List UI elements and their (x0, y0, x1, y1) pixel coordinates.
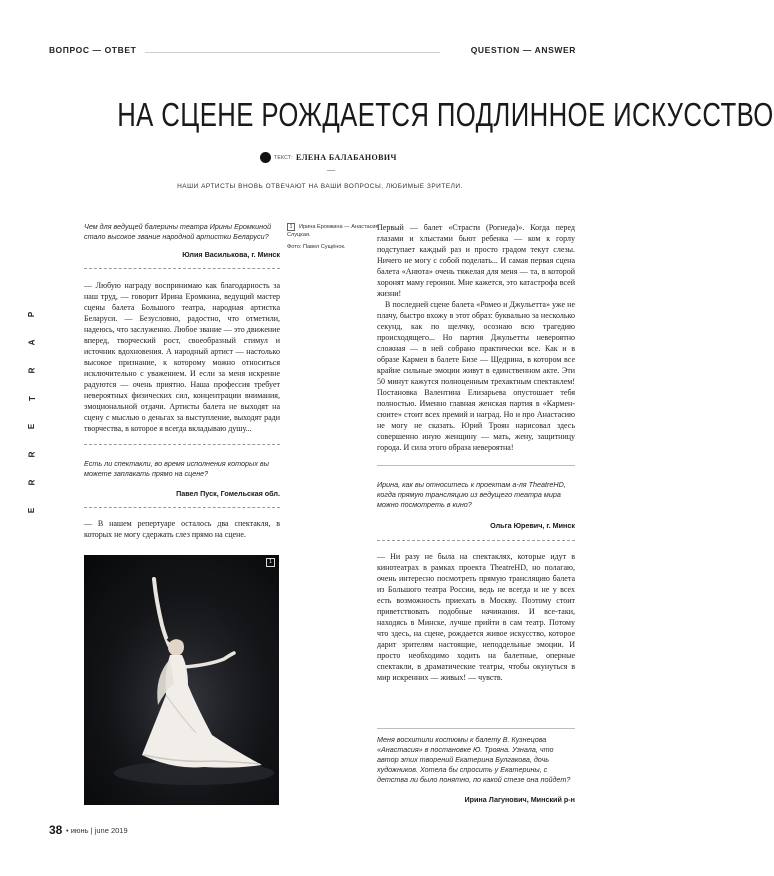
photo-caption (287, 223, 379, 251)
question-4: Меня восхитили костюмы к балету В. Кузнецова «Анастасия» в постановке Ю. Трояна. Узнала, что автор этих творений Екатерина Булгакова, дочь художников. Хотела бы спросить у Екатерины, с детства ли было понятно, по какой стезе она пойдет? (377, 735, 571, 784)
answer-1: — Любую награду воспринимаю как благодарность за наш труд, — говорит Ирина Еромкина, ведущий мастер сцены балета Большого театра, народная артистка Беларуси. — Безусловно, радостно, что отметили, надеюсь, что заслуженно. Любое звание — это движение вперед, творческий рост, своеобразный стимул и источник вдохновения. А народный артист — настолько высокое признание, к которому можно относиться исключительно с уважением. И если за меня искренне радуются — очень приятно. Наша профессия требует невероятных физических сил, концентрации внимания, эмоциональной отдачи. Артисты балета не выходят на сцену с мыслью о деньгах за выступление, выходят ради творчества, в которое я всегда вкладываю душу... (84, 281, 280, 433)
question-3-signature: Ольга Юревич, г. Минск (490, 521, 575, 530)
question-2-signature: Павел Пуск, Гомельская обл. (176, 489, 280, 498)
photo-credit: Фото: Павел Сущёнок. (287, 244, 346, 250)
article-subtitle: НАШИ АРТИСТЫ ВНОВЬ ОТВЕЧАЮТ НА ВАШИ ВОПРОСЫ, ЛЮБИМЫЕ ЗРИТЕЛИ. (177, 183, 463, 190)
divider (377, 540, 575, 541)
header-rule (145, 52, 440, 53)
divider (84, 268, 280, 269)
side-letter: T (27, 396, 37, 401)
byline-label: ТЕКСТ: (274, 154, 293, 161)
left-column (84, 222, 280, 540)
answer-2: — В нашем репертуаре осталось два спектакля, в которых не могу сдержать слез прямо на сцене. (84, 519, 280, 539)
byline (260, 152, 397, 163)
section-header-right: QUESTION — ANSWER (470, 45, 576, 55)
side-vertical-label (27, 310, 37, 515)
byline-mark-icon (260, 152, 271, 163)
question-3: Ирина, как вы относитесь к проектам а-ля TheatreHD, когда прямую трансляцию из ведущего театра мира можно посмотреть в кино? (377, 480, 566, 509)
question-1: Чем для ведущей балерины театра Ирины Еромкиной стало высокое звание народной артистки Беларуси? (84, 222, 272, 241)
side-letter: R (27, 451, 37, 458)
side-letter: E (27, 507, 37, 514)
divider (377, 728, 575, 729)
divider (377, 465, 575, 466)
ballet-photo (84, 555, 279, 805)
question-4-box (377, 728, 575, 804)
photo-number-badge: 1 (266, 558, 275, 567)
answer-3: — Ни разу не была на спектаклях, которые идут в кинотеатрах в рамках проекта TheatreHD, но полагаю, очень интересно посмотреть прямую трансляцию балета из Большого театра России, ведь не всегда и не у всех есть возможность приехать в Москву. Поэтому стоит приветствовать подобные начинания. И все-таки, находясь в Минске, лучше прийти в сам театр. Потому что здесь, на сцене, рождается живое искусство, которое дарит зрителям настоящие, неподдельные эмоции. И просто необходимо ходить на балетные, оперные спектакли, в драматические театры, чтобы окунуться в мир искренних — живых! — чувств. (377, 552, 575, 682)
caption-number: 1 (287, 223, 295, 231)
answer-2-continued-2: В последней сцене балета «Ромео и Джульетта» уже не плачу, быстро вхожу в этот образ: буквально за несколько секунд, как по щелчку, осознаю всю трагедию происходящего... Но партия Джульетты невероятно сложная — в ней собрано практически все. Как и в образе Кармен в балете Бизе — Щедрина, в котором все крайне сильные эмоции живут в единственном акте. Эти 50 минут кажутся полноценным трехактным спектаклем! Постановка Валентина Елизарьева опустошает тебя полностью. Именно главная женская партия в «Кармен-сюите» стоит всех премий и наград. Но и про Анастасию не могу не сказать. Юрий Троян нарисовал здесь совершенно иную женщину — мать, жену, защитницу города. И сила этого образа невероятна! (377, 300, 575, 452)
section-header-left: ВОПРОС — ОТВЕТ (49, 45, 137, 55)
ballerina-illustration (84, 555, 279, 805)
divider (84, 444, 280, 445)
side-letter: R (27, 479, 37, 486)
question-4-signature: Ирина Лагунович, Минский р-н (464, 795, 575, 804)
side-letter: E (27, 423, 37, 430)
byline-dash: — (327, 165, 335, 174)
question-2: Есть ли спектакли, во время исполнения которых вы можете заплакать прямо на сцене? (84, 459, 269, 478)
byline-author: ЕЛЕНА БАЛАБАНОВИЧ (295, 153, 397, 162)
side-letter: P (27, 311, 37, 318)
side-letter: A (27, 339, 37, 346)
divider (84, 507, 280, 508)
page-number: 38 (49, 823, 63, 837)
answer-2-continued: Первый — балет «Страсти (Рогнеда)». Когда перед глазами и хлыстами бьют ребенка — ком к горлу подступает каждый раз и просто градом текут слезы. Ничего не могу с собой поделать... И самая первая сцена балета «Анюта» очень тяжелая для меня — та, в которой хоронят маму героини. Мне кажется, это катастрофа всей жизни! (377, 223, 575, 298)
issue-date: • июнь | june 2019 (66, 826, 128, 835)
side-letter: R (27, 367, 37, 374)
right-column (377, 222, 575, 683)
article-title: НА СЦЕНЕ РОЖДАЕТСЯ ПОДЛИННОЕ ИСКУССТВО (117, 96, 774, 133)
question-1-signature: Юлия Василькова, г. Минск (182, 250, 280, 259)
caption-text: Ирина Еромкина — Анастасия Слуцкая. (287, 224, 379, 238)
